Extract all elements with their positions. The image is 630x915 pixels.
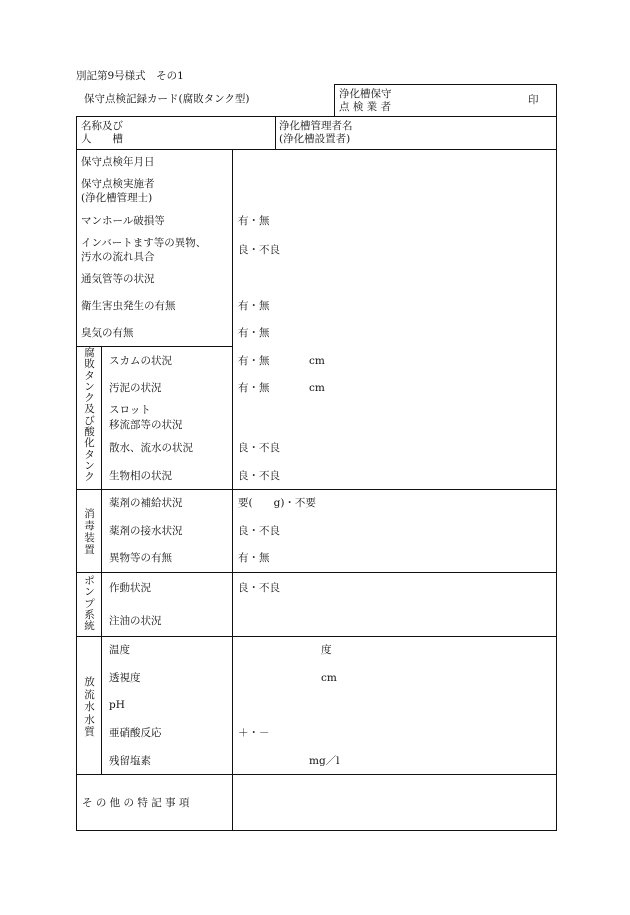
supply-label: 薬剤の補給状況 (109, 497, 183, 509)
pests-value: 有・無 (238, 300, 270, 312)
disinfection-group-label: 消 毒 装 置 (84, 508, 95, 556)
nitrite-value: ＋・－ (238, 727, 270, 739)
name-label-2: 人 槽 (81, 133, 123, 145)
slot-label-1: スロット (109, 404, 151, 416)
inspector-box-left (334, 84, 335, 116)
transparency-label: 透視度 (109, 672, 141, 684)
card-title: 保守点検記録カード(腐敗タンク型) (84, 93, 250, 105)
inspector-box-top (334, 84, 557, 85)
transparency-unit: cm (321, 672, 337, 684)
sludge-label: 汚泥の状況 (109, 382, 162, 394)
temperature-label: 温度 (109, 644, 130, 656)
supply-value: 要( g)・不要 (238, 497, 316, 509)
tank-section-top (76, 346, 233, 347)
manhole-label: マンホール破損等 (81, 215, 165, 227)
oil-label: 注油の状況 (109, 615, 162, 627)
odor-label: 臭気の有無 (81, 327, 134, 339)
chlorine-unit: mg／l (309, 755, 340, 767)
operation-value: 良・不良 (238, 582, 280, 594)
invert-label-1: インバートます等の異物、 (81, 237, 207, 249)
scum-value: 有・無 (238, 355, 270, 367)
table-right-border (556, 84, 557, 831)
effluent-section-top (76, 636, 557, 637)
notes-section-top (76, 774, 557, 775)
biota-label: 生物相の状況 (109, 470, 172, 482)
info-row-bottom (76, 149, 557, 150)
temperature-unit: 度 (321, 644, 332, 656)
seal-mark: 印 (528, 94, 539, 106)
pests-label: 衛生害虫発生の有無 (81, 300, 176, 312)
ph-label: pH (109, 699, 125, 711)
inspector-label-2: 点 検 業 者 (339, 101, 392, 113)
performer-label-2: (浄化槽管理士) (81, 192, 153, 204)
nitrite-label: 亜硝酸反応 (109, 727, 162, 739)
pump-section-top (76, 572, 557, 573)
performer-label-1: 保守点検実施者 (81, 178, 155, 190)
form-label: 別記第9号様式 その1 (76, 70, 184, 82)
spray-label: 散水、流水の状況 (109, 442, 193, 454)
inspection-date-label: 保守点検年月日 (81, 156, 155, 168)
table-top-border (76, 116, 557, 117)
name-label-1: 名称及び (81, 120, 123, 132)
slot-label-2: 移流部等の状況 (109, 419, 183, 431)
manager-label-2: (浄化槽設置者) (279, 133, 351, 145)
tank-group-label: 腐 敗 タ ン ク 及 び 酸 化 タ ン ク (84, 347, 95, 484)
table-bottom-border (76, 830, 557, 831)
disinfection-section-top (76, 489, 557, 490)
contact-value: 良・不良 (238, 525, 280, 537)
sludge-unit: cm (309, 382, 325, 394)
notes-label: そ の 他 の 特 記 事 項 (82, 797, 190, 809)
sludge-value: 有・無 (238, 382, 270, 394)
manhole-value: 有・無 (238, 215, 270, 227)
effluent-group-label: 放 流 水 水 質 (84, 676, 95, 738)
invert-label-2: 汚水の流れ具合 (81, 251, 155, 263)
pump-group-label: ポ ン プ 系 統 (84, 575, 95, 633)
operation-label: 作動状況 (109, 582, 151, 594)
group-label-divider (101, 346, 102, 774)
odor-value: 有・無 (238, 327, 270, 339)
value-column-divider (232, 149, 233, 831)
invert-value: 良・不良 (238, 244, 280, 256)
contact-label: 薬剤の接水状況 (109, 525, 183, 537)
inspector-label-1: 浄化槽保守 (339, 88, 392, 100)
table-left-border (76, 116, 77, 831)
scum-label: スカムの状況 (109, 355, 172, 367)
manager-label-1: 浄化槽管理者名 (279, 120, 353, 132)
chlorine-label: 残留塩素 (109, 755, 151, 767)
info-divider (275, 116, 276, 150)
foreign-value: 有・無 (238, 552, 270, 564)
spray-value: 良・不良 (238, 442, 280, 454)
vent-label: 通気管等の状況 (81, 273, 155, 285)
scum-unit: cm (309, 355, 325, 367)
biota-value: 良・不良 (238, 470, 280, 482)
foreign-label: 異物等の有無 (109, 552, 172, 564)
